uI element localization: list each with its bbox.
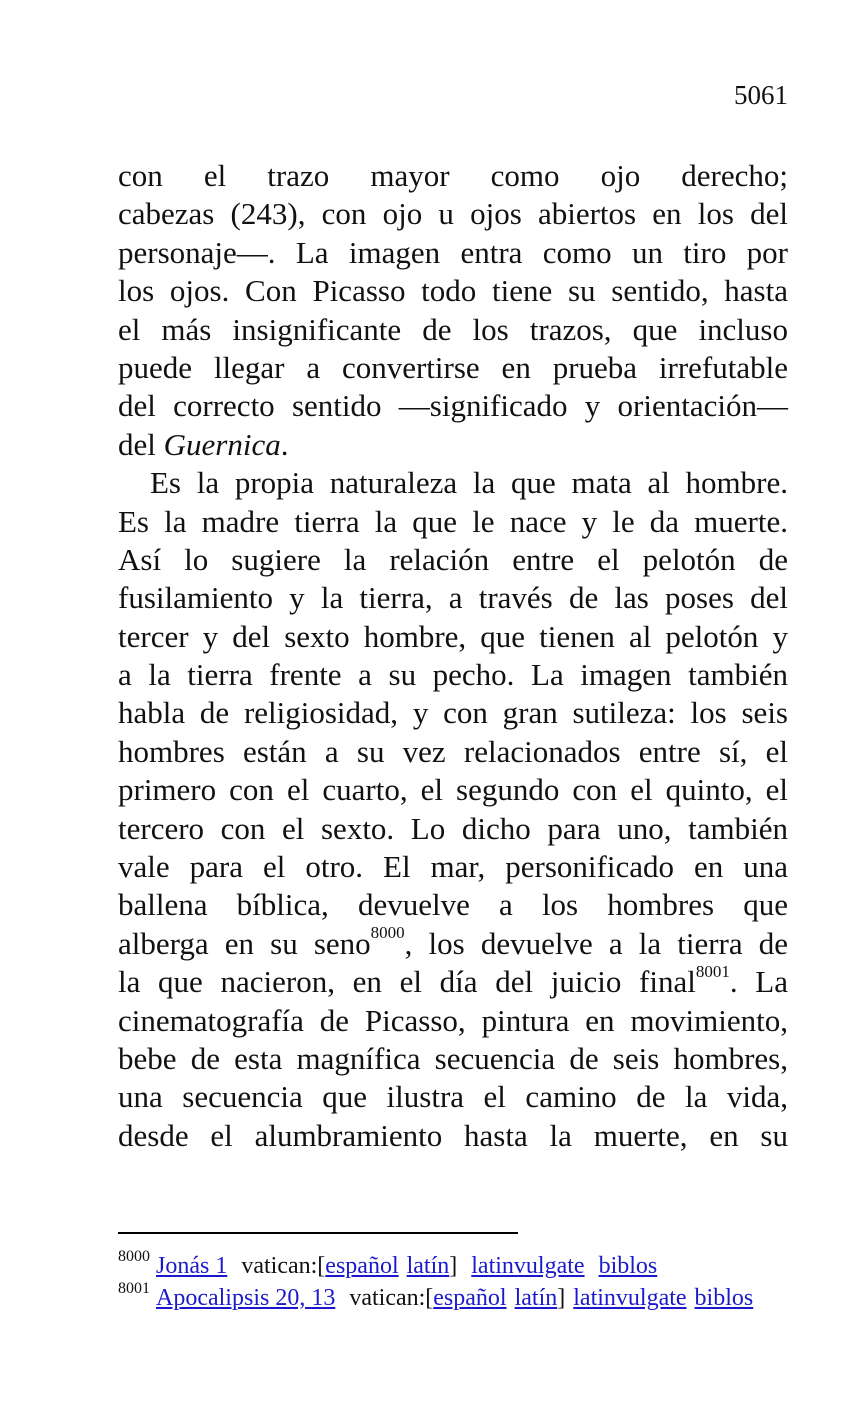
footnote-number: 8000 xyxy=(118,1248,150,1265)
vatican-label: vatican:[ xyxy=(241,1253,326,1279)
text-fragment: la que nacieron, en el día del juicio final xyxy=(118,964,696,1000)
footnote-8001 xyxy=(118,1282,798,1314)
text-line: con el trazo mayor como ojo derecho; xyxy=(118,158,788,193)
footnote-number: 8001 xyxy=(118,1280,150,1297)
footnote-8000 xyxy=(118,1250,798,1282)
text-line: ballena bíblica, devuelve a los hombres que xyxy=(118,887,788,923)
footnote-ref-link[interactable]: Apocalipsis 20, 13 xyxy=(156,1285,336,1311)
text-fragment: . La xyxy=(729,964,788,1000)
text-line: tercer y del sexto hombre, que tienen al pelotón y xyxy=(118,618,788,654)
text-line: los ojos. Con Picasso todo tiene su sentido, hasta xyxy=(118,273,788,309)
text-line: puede llegar a convertirse en prueba irrefutable xyxy=(118,349,788,385)
footnotes xyxy=(118,1250,798,1314)
text-line: el más insignificante de los trazos, que incluso xyxy=(118,311,788,347)
text-fragment: . xyxy=(280,426,289,462)
text-fragment: , los devuelve a la tierra de xyxy=(404,925,788,961)
text-line xyxy=(118,963,788,1001)
text-line: personaje—. La imagen entra como un tiro por xyxy=(118,234,788,270)
latinvulgate-link[interactable]: latinvulgate xyxy=(573,1285,687,1311)
text-line: tercero con el sexto. Lo dicho para uno, también xyxy=(118,810,788,846)
text-line: una secuencia que ilustra el camino de la vida, xyxy=(118,1079,788,1115)
latin-link[interactable]: latín xyxy=(514,1285,558,1311)
footnote-divider xyxy=(118,1232,518,1234)
latin-link[interactable]: latín xyxy=(406,1253,450,1279)
biblos-link[interactable]: biblos xyxy=(694,1285,754,1311)
text-line: hombres están a su vez relacionados entre sí, el xyxy=(118,733,788,769)
text-line: Así lo sugiere la relación entre el pelotón de xyxy=(118,541,788,577)
footnote-ref: 8001 xyxy=(695,961,730,981)
text-fragment: del xyxy=(118,426,164,462)
text-line: a la tierra frente a su pecho. La imagen también xyxy=(118,657,788,693)
footnote-ref: 8000 xyxy=(370,923,405,943)
bracket-close: ] xyxy=(449,1253,458,1279)
bracket-close: ] xyxy=(557,1285,566,1311)
text-line: desde el alumbramiento hasta la muerte, en su xyxy=(118,1117,788,1153)
artwork-title: Guernica xyxy=(163,426,281,462)
text-line: primero con el cuarto, el segundo con el quinto, el xyxy=(118,772,788,808)
body-text xyxy=(118,157,788,1155)
text-line: bebe de esta magnífica secuencia de seis hombres, xyxy=(118,1040,788,1076)
text-line: del correcto sentido —significado y orientación— xyxy=(118,388,788,424)
espanol-link[interactable]: español xyxy=(325,1253,399,1279)
text-line: Es la propia naturaleza la que mata al hombre. xyxy=(150,465,788,501)
text-fragment: alberga en su seno xyxy=(118,925,371,961)
footnote-ref-link[interactable]: Jonás 1 xyxy=(156,1253,228,1279)
vatican-label: vatican:[ xyxy=(349,1285,434,1311)
text-line: fusilamiento y la tierra, a través de las poses del xyxy=(118,580,788,616)
espanol-link[interactable]: español xyxy=(433,1285,507,1311)
text-line xyxy=(118,426,788,464)
text-line: Es la madre tierra la que le nace y le da muerte. xyxy=(118,503,788,539)
text-line: vale para el otro. El mar, personificado en una xyxy=(118,849,788,885)
text-line: cabezas (243), con ojo u ojos abiertos en los del xyxy=(118,196,788,232)
page-number: 5061 xyxy=(734,80,788,110)
text-line xyxy=(118,925,788,963)
latinvulgate-link[interactable]: latinvulgate xyxy=(471,1253,585,1279)
text-line: habla de religiosidad, y con gran sutileza: los seis xyxy=(118,695,788,731)
biblos-link[interactable]: biblos xyxy=(598,1253,658,1279)
text-line: cinematografía de Picasso, pintura en movimiento, xyxy=(118,1002,788,1038)
